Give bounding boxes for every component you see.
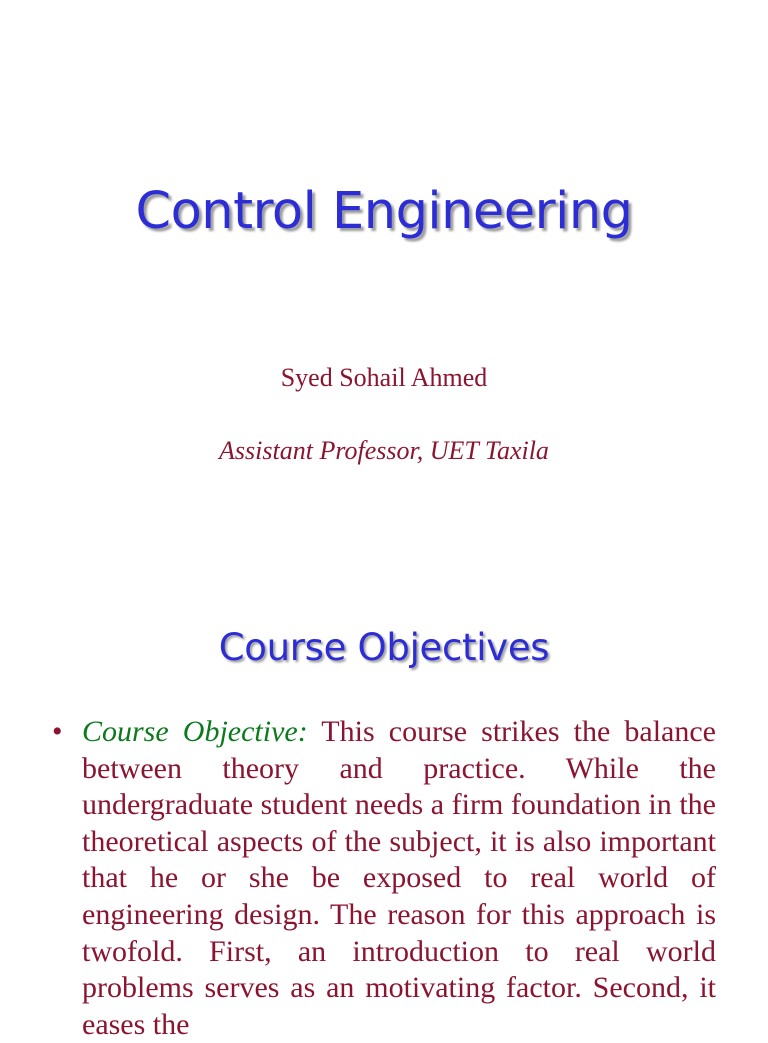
bullet-lead-label: Course Objective: [82,715,308,748]
bullet-marker: • [52,715,63,748]
author-name: Syed Sohail Ahmed [280,363,488,392]
section-heading: Course Objectives [218,626,550,669]
bullet-item-course-objective [52,714,716,1043]
author-affiliation: Assistant Professor, UET Taxila [219,436,549,465]
slide-title: Control Engineering [135,182,633,241]
bullet-body-text: This course strikes the balance between theory and practice. While the undergraduate student needs a firm foundation in the theoretical aspects of the subject, it is also important that he or she be exposed to real world of engineering design. The reason for this approach is twofold. First, an introduction to real world problems serves as an motivating factor. Second, it eases the [82,715,716,1041]
